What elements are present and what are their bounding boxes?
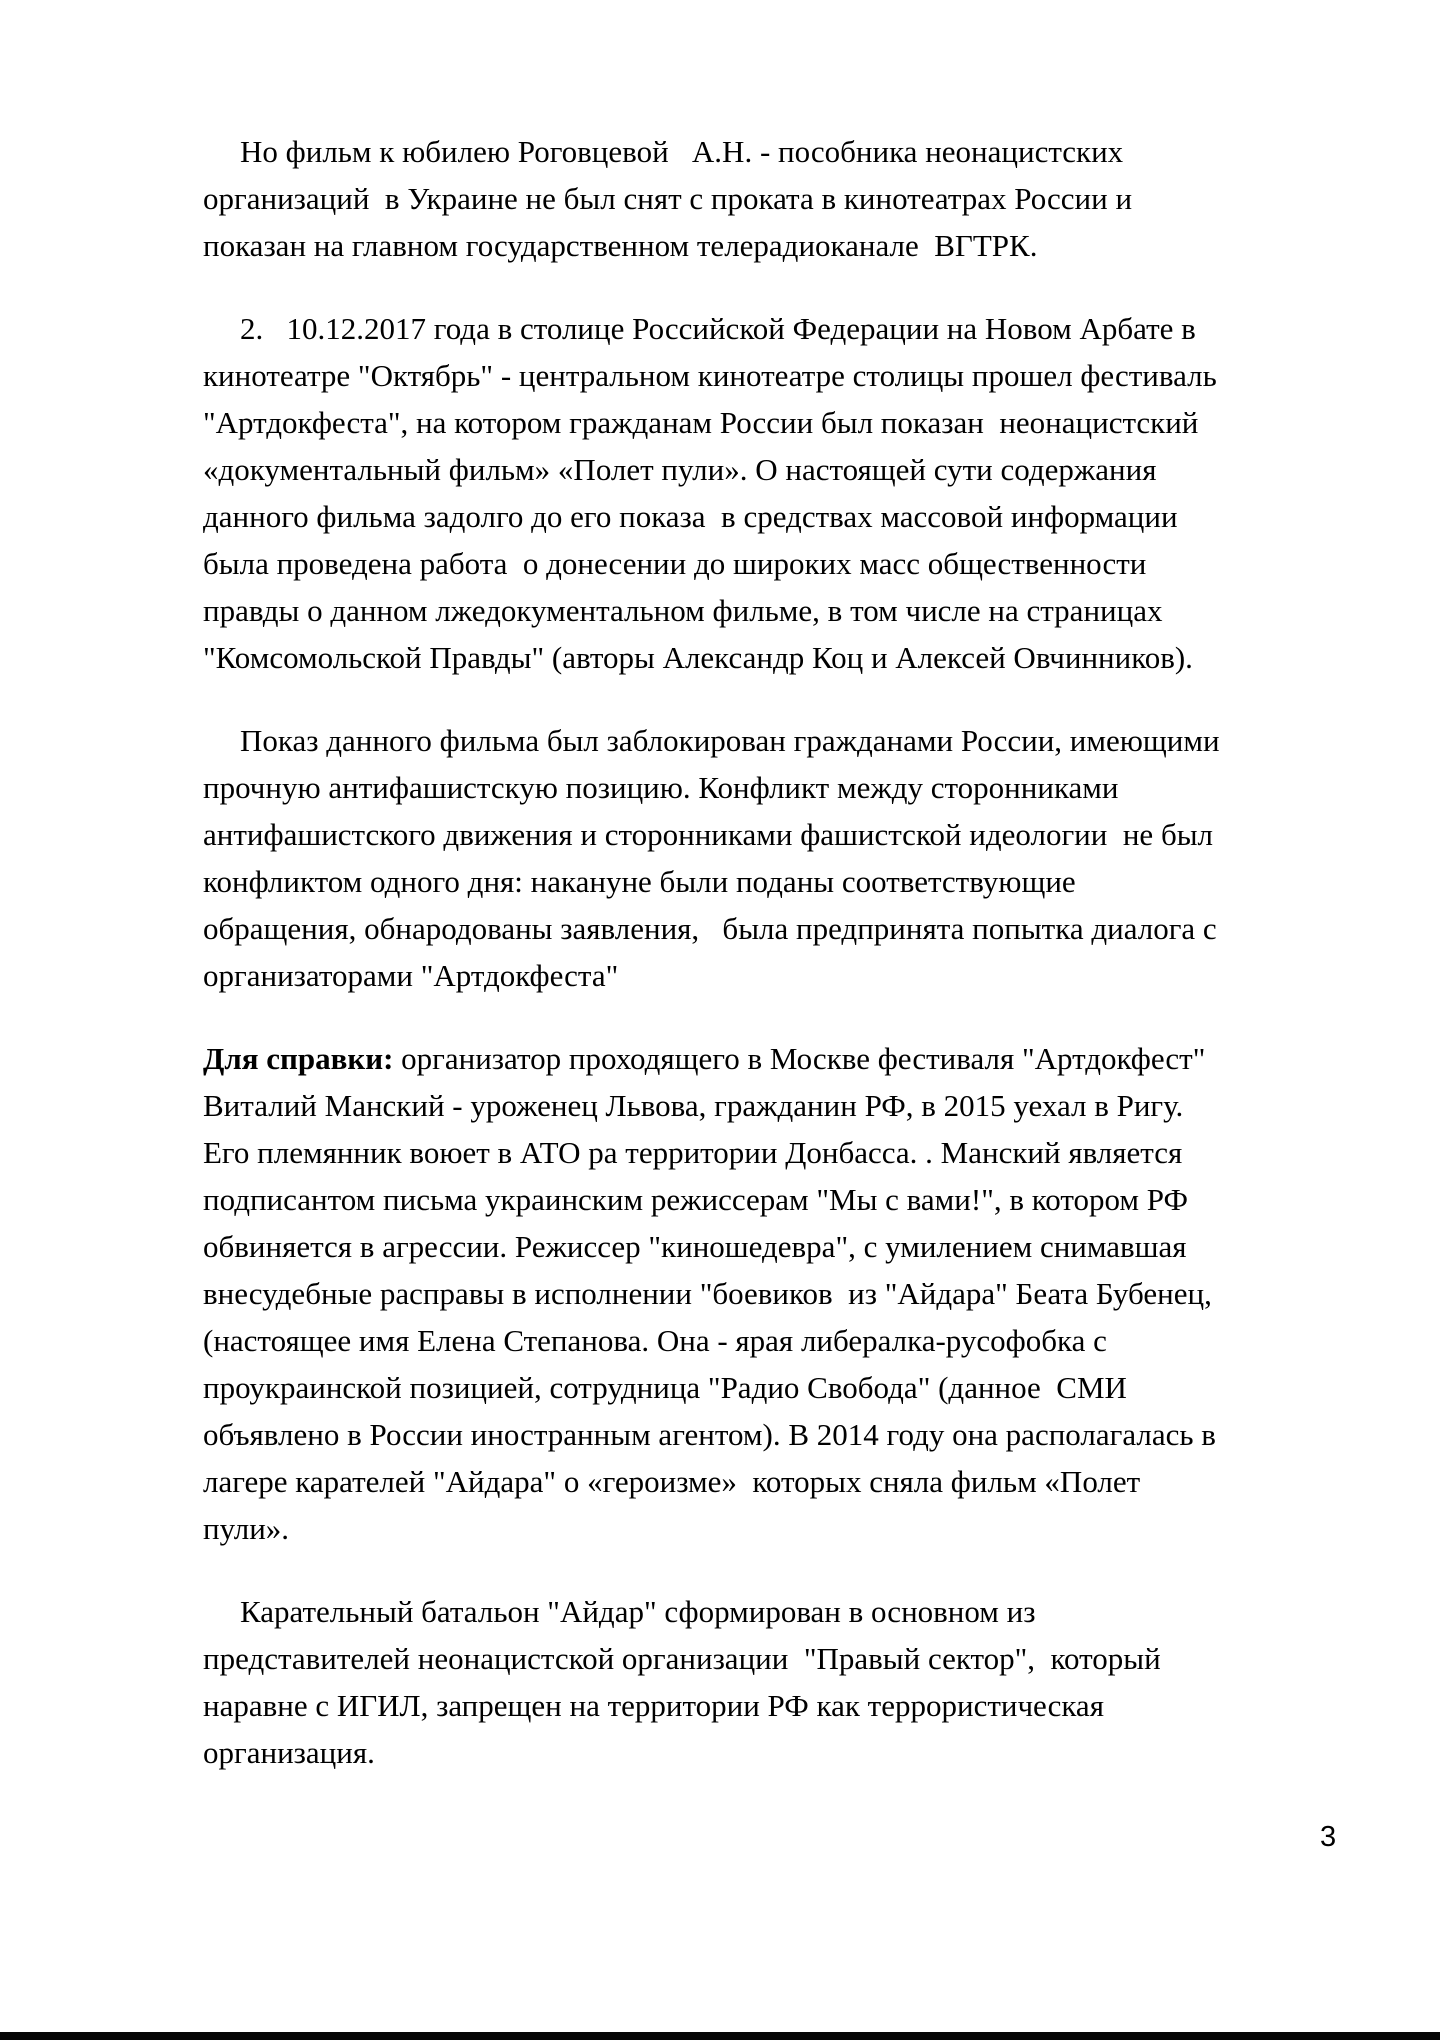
text-line: 2. 10.12.2017 года в столице Российской Федерации на Новом Арбате в: [240, 311, 1196, 346]
text-line: данного фильма задолго до его показа в средствах массовой информации: [203, 499, 1178, 534]
text-line: правды о данном лжедокументальном фильме, в том числе на страницах: [203, 593, 1163, 628]
paragraph-reference: [203, 1035, 1343, 1552]
page-number: 3: [1320, 1821, 1337, 1853]
text-line: Карательный батальон "Айдар" сформирован в основном из: [240, 1594, 1036, 1629]
text-line: "Артдокфеста", на котором гражданам России был показан неонацистский: [203, 405, 1199, 440]
text-line: организация.: [203, 1735, 375, 1770]
text-line: лагере карателей "Айдара" о «героизме» которых сняла фильм «Полет: [203, 1464, 1141, 1499]
text-line: организаций в Украине не был снят с проката в кинотеатрах России и: [203, 181, 1133, 216]
text-line: антифашистского движения и сторонниками фашистской идеологии не был: [203, 817, 1214, 852]
paragraph-film-jubilee: [203, 128, 1343, 269]
text-line: кинотеатре "Октябрь" - центральном кинотеатре столицы прошел фестиваль: [203, 358, 1217, 393]
text-line: внесудебные расправы в исполнении "боевиков из "Айдара" Беата Бубенец,: [203, 1276, 1212, 1311]
text-line: пули».: [203, 1511, 290, 1546]
text-line: была проведена работа о донесении до широких масс общественности: [203, 546, 1147, 581]
text-line: организаторами "Артдокфеста": [203, 958, 619, 993]
text-line: «документальный фильм» «Полет пули». О настоящей сути содержания: [203, 452, 1157, 487]
text-line: Его племянник воюет в АТО ра территории Донбасса. . Манский является: [203, 1135, 1183, 1170]
text-line: подписантом письма украинским режиссерам "Мы с вами!", в котором РФ: [203, 1182, 1188, 1217]
text-line: обвиняется в агрессии. Режиссер "киношедевра", с умилением снимавшая: [203, 1229, 1187, 1264]
text-line: конфликтом одного дня: накануне были поданы соответствующие: [203, 864, 1076, 899]
text-line: Виталий Манский - уроженец Львова, гражданин РФ, в 2015 уехал в Ригу.: [203, 1088, 1184, 1123]
text-line: прочную антифашистскую позицию. Конфликт между сторонниками: [203, 770, 1119, 805]
bottom-edge-bar: [0, 2032, 1440, 2040]
text-line: показан на главном государственном телерадиоканале ВГТРК.: [203, 228, 1038, 263]
text-line: Показ данного фильма был заблокирован гражданами России, имеющими: [240, 723, 1220, 758]
document-body: [203, 128, 1343, 1812]
text-line: объявлено в России иностранным агентом). В 2014 году она располагалась в: [203, 1417, 1216, 1452]
text-line: обращения, обнародованы заявления, была предпринята попытка диалога с: [203, 911, 1217, 946]
text-line: Но фильм к юбилею Роговцевой А.Н. - пособника неонацистских: [240, 134, 1124, 169]
paragraph-show-blocked: [203, 717, 1343, 999]
paragraph-festival-artdokfest: [203, 305, 1343, 681]
paragraph-aidar-battalion: [203, 1588, 1343, 1776]
text-line: проукраинской позицией, сотрудница "Радио Свобода" (данное СМИ: [203, 1370, 1127, 1405]
text-line: представителей неонацистской организации "Правый сектор", который: [203, 1641, 1161, 1676]
text-line: Для справки: организатор проходящего в Москве фестиваля "Артдокфест": [203, 1041, 1206, 1076]
reference-label: Для справки:: [203, 1041, 394, 1076]
text-line: (настоящее имя Елена Степанова. Она - ярая либералка-русофобка с: [203, 1323, 1107, 1358]
text-line: "Комсомольской Правды" (авторы Александр Коц и Алексей Овчинников).: [203, 640, 1193, 675]
text-line: наравне с ИГИЛ, запрещен на территории РФ как террористическая: [203, 1688, 1104, 1723]
